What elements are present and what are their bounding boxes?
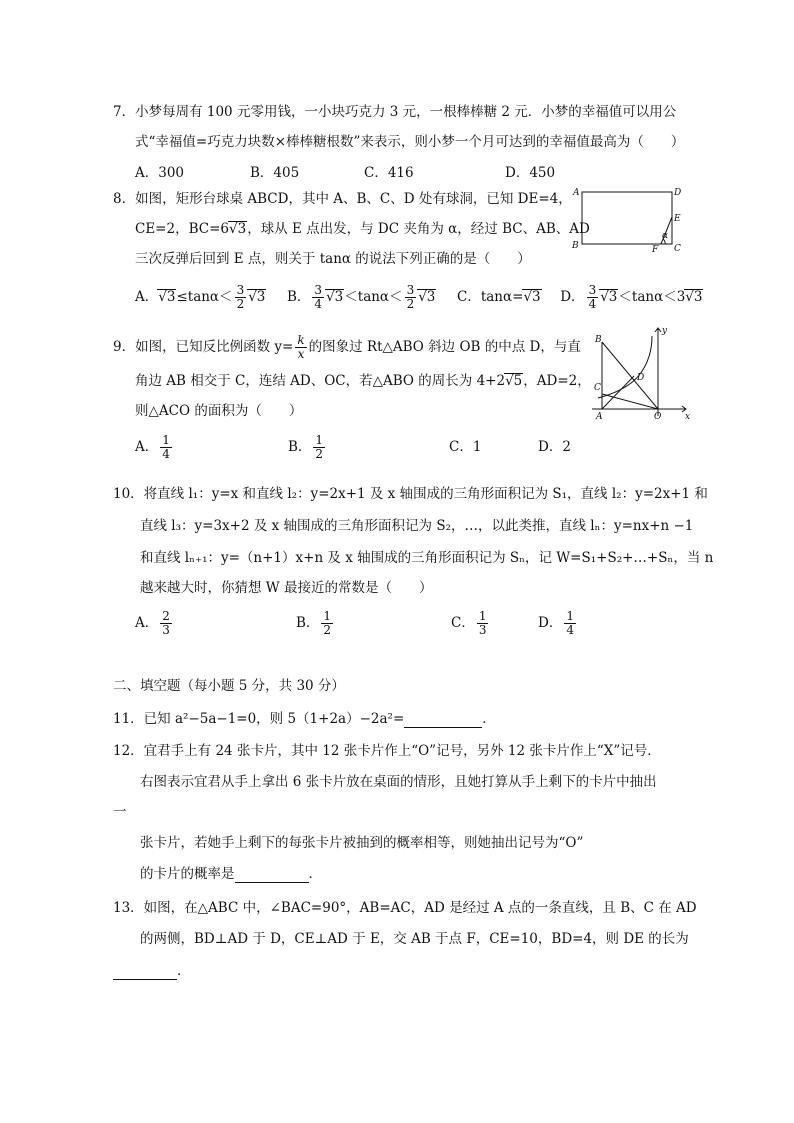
- q10-line3: 和直线 lₙ₊₁：y=（n+1）x+n 及 x 轴围成的三角形面积记为 Sₙ，记 W=S₁+S₂+…+Sₙ，当 n: [140, 550, 714, 566]
- q9-label-a: A: [596, 412, 603, 422]
- q9-line2-part-b: ，AD=2，: [523, 373, 591, 389]
- q9-sqrt5: √5: [505, 373, 523, 389]
- q9-options: [135, 430, 174, 464]
- q8-option-c: C．tanα=√3: [457, 289, 541, 305]
- q10-option-d: D． $\frac{1}{4}$: [538, 609, 574, 637]
- q8-label-f: F: [652, 245, 659, 253]
- q12-answer-blank[interactable]: [235, 882, 309, 883]
- q10-option-c: C． $\frac{1}{3}$: [451, 609, 487, 637]
- q7-line1: 7．小梦每周有 100 元零用钱，一小块巧克力 3 元，一根棒棒糖 2 元．小梦的幸福值可以用公: [113, 104, 677, 120]
- q13-line1: 13．如图，在△ABC 中，∠BAC=90°，AB=AC，AD 是经过 A 点的一条直线，且 B、C 在 AD: [113, 900, 697, 916]
- q9-label-x: x: [685, 412, 691, 422]
- q7-option-a: A．300: [135, 165, 185, 181]
- q9-label-y: y: [662, 326, 668, 336]
- q9-label-c: C: [594, 383, 601, 393]
- q8-line2-part-b: ，球从 E 点出发，与 DC 夹角为 α，经过 BC、AB、AD: [247, 221, 590, 237]
- q7-line2: 式“幸福值=巧克力块数×棒棒糖根数”来表示，则小梦一个月可达到的幸福值最高为（ ）: [135, 134, 685, 150]
- q8-options: [135, 282, 703, 312]
- q9-line2-part-a: 角边 AB 相交于 C，连结 AD、OC，若△ABO 的周长为 4+2: [135, 373, 506, 389]
- q9-line2: [135, 372, 591, 390]
- q9-hyperbola-curve: [598, 336, 652, 398]
- q9-hypotenuse-ob: [602, 342, 658, 409]
- q8-billiard-figure: [566, 183, 686, 253]
- q9-line1-part-a: 9．如图，已知反比例函数 y=: [113, 339, 294, 355]
- q9-option-b: B． $\frac{1}{2}$: [288, 433, 324, 461]
- section-heading-fill-in: 二、填空题（每小题 5 分，共 30 分）: [113, 678, 345, 694]
- q12-line4: 张卡片，若她手上剩下的每张卡片被抽到的概率相等，则她抽出记号为“O”: [140, 835, 584, 851]
- q9-label-o: O: [654, 412, 662, 422]
- q10-option-a: A． $\frac{2}{3}$: [135, 609, 170, 637]
- q11-answer-blank[interactable]: [404, 727, 482, 728]
- q9-graph-figure: [588, 322, 692, 422]
- q10-option-b: B． $\frac{1}{2}$: [296, 609, 332, 637]
- q8-label-d: D: [674, 188, 682, 198]
- q11-line: 11．已知 a²−5a−1=0，则 5（1+2a）−2a²= ．: [113, 711, 496, 727]
- q9-option-c: C．1: [449, 439, 482, 455]
- q9-line1: 9．如图，已知反比例函数 y= $\frac{k}{x}$ 的图象过 Rt△ABO 斜边 OB 的中点 D，与直: [113, 333, 581, 361]
- q7-option-b: B．405: [250, 165, 300, 181]
- q8-line2: [135, 220, 590, 238]
- q8-line2-part-a: CE=2，BC=6: [135, 221, 229, 237]
- q13-answer-blank[interactable]: [113, 979, 177, 980]
- q13-line2: 的两侧，BD⊥AD 于 D，CE⊥AD 于 E，交 AB 于点 F，CE=10，BD=4，则 DE 的长为: [140, 931, 689, 947]
- q8-option-b: B． $\frac{3}{4}$ √3＜tanα＜ $\frac{3}{2}$ √3: [287, 283, 436, 311]
- q8-sqrt3: √3: [229, 221, 247, 237]
- q8-label-c: C: [674, 244, 681, 253]
- q9-segment-oc: [602, 394, 658, 409]
- q9-label-d: D: [637, 373, 645, 383]
- q12-line5: 的卡片的概率是 ．: [140, 866, 322, 882]
- q9-line1-part-b: 的图象过 Rt△ABO 斜边 OB 的中点 D，与直: [308, 339, 581, 355]
- q7-option-d: D．450: [505, 165, 556, 181]
- q8-label-e: E: [674, 214, 681, 224]
- q9-label-b: B: [595, 335, 602, 345]
- q12-line3: 一: [113, 804, 127, 820]
- q8-label-a: A: [573, 188, 580, 198]
- q9-option-a: A． $\frac{1}{4}$: [135, 433, 170, 461]
- q12-line1: 12．宜君手上有 24 张卡片，其中 12 张卡片作上“O”记号，另外 12 张卡片作上“X”记号．: [113, 743, 661, 759]
- q12-line2: 右图表示宜君从手上拿出 6 张卡片放在桌面的情形，且她打算从手上剩下的卡片中抽出: [140, 774, 657, 790]
- q8-option-d: D． $\frac{3}{4}$ √3＜tanα＜3√3: [560, 283, 703, 311]
- q8-table-rect: [582, 192, 672, 244]
- q9-line3: 则△ACO 的面积为（ ）: [135, 403, 303, 419]
- q11-text: 11．已知 a²−5a−1=0，则 5（1+2a）−2a²=: [113, 711, 405, 727]
- q10-line4: 越来越大时，你猜想 W 最接近的常数是（ ）: [140, 580, 433, 596]
- q13-line3: ．: [113, 962, 191, 980]
- q9-segment-ad: [602, 376, 634, 409]
- q7-option-c: C．416: [364, 165, 414, 181]
- q10-line1: 10．将直线 l₁：y=x 和直线 l₂：y=2x+1 及 x 轴围成的三角形面积记为 S₁，直线 l₂：y=2x+1 和: [113, 486, 708, 502]
- q8-label-b: B: [572, 241, 579, 251]
- q8-line1: 8．如图，矩形台球桌 ABCD，其中 A、B、C、D 处有球洞，已知 DE=4，: [113, 191, 572, 207]
- q10-line2: 直线 l₃：y=3x+2 及 x 轴围成的三角形面积记为 S₂，…，以此类推，直线 lₙ：y=nx+n −1: [140, 518, 694, 534]
- q9-option-d: D．2: [538, 439, 571, 455]
- q8-option-a: A．√3≤tanα＜ $\frac{3}{2}$ √3: [135, 283, 266, 311]
- q8-label-alpha: α: [662, 231, 669, 241]
- q8-line3: 三次反弹后回到 E 点，则关于 tanα 的说法下列正确的是（ ）: [135, 251, 531, 267]
